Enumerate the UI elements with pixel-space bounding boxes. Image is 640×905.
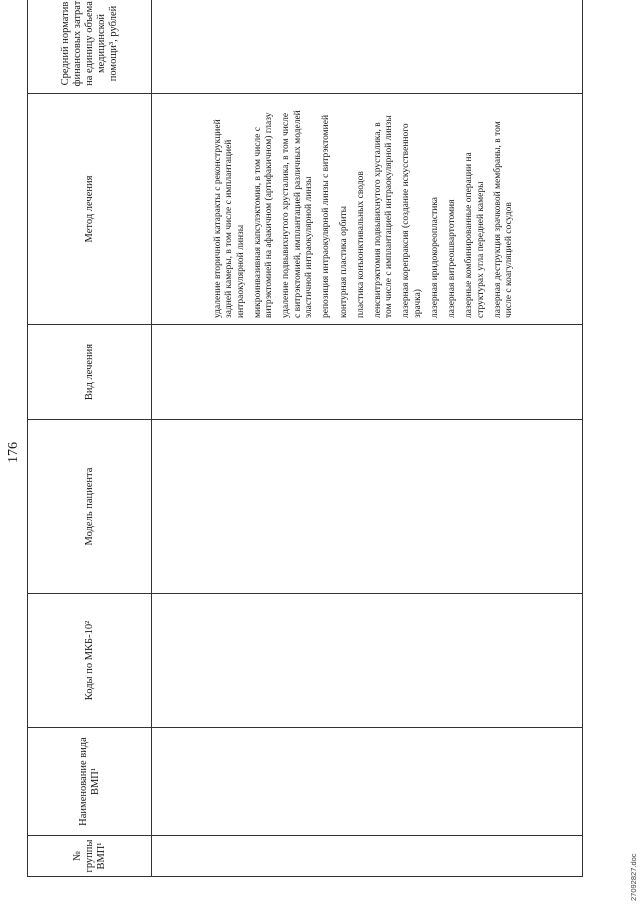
method-item: удаление вторичной катаракты с реконструкцией задней камеры, в том числе с имплантацией интраокулярной линзы (212, 119, 246, 318)
method-item: лазерная иридокореопластика (429, 196, 440, 318)
page-number: 176 (6, 442, 21, 463)
table-header-row (28, 0, 152, 877)
table-body-row (152, 0, 583, 877)
method-list (213, 108, 516, 322)
method-item: удаление подвывихнутого хрусталика, в том числе с витрэктомией, имплантацией различных моделей эластичной интраокулярной линзы (281, 110, 315, 318)
method-item: лазерная деструкция зрачковой мембраны, в том числе с коагуляцией сосудов (492, 121, 515, 318)
method-item: лазерная корепраксия (создание искусственного зрачка) (401, 123, 423, 318)
header-treatment-method: Метод лечения (28, 94, 152, 325)
cell-treatment-method (152, 94, 583, 325)
method-item: контурная пластика орбиты (338, 205, 349, 318)
header-treatment-type: Вид лечения (28, 325, 152, 420)
header-group-number: № группы ВМП¹ (28, 836, 152, 877)
cell-icd-codes (152, 594, 583, 728)
method-item: лазерные комбинированные операции на структурах угла передней камеры (464, 152, 486, 318)
method-item: лазерная витреошвартотомия (447, 199, 458, 318)
method-item: ленсвитрэктомия подвывихнутого хрусталика, в том числе с имплантацией интраокулярной линзы (372, 115, 395, 318)
cell-average-cost (152, 0, 583, 94)
cell-treatment-type (152, 325, 583, 420)
header-vmp-type: Наименование вида ВМП¹ (28, 728, 152, 836)
cell-vmp-type (152, 728, 583, 836)
header-average-cost: Средний норматив финансовых затрат на единицу объема медицинской помощи³, рублей (28, 0, 152, 94)
header-patient-model: Модель пациента (28, 420, 152, 594)
document-id: 27092827.doc (629, 853, 638, 901)
cell-patient-model (152, 420, 583, 594)
method-item: пластика конъюнктивальных сводов (355, 171, 366, 318)
method-item: микроинвазивная капсулэктомия, в том числе с витрэктомией на афакичном (артифакичном) глазу (252, 112, 275, 318)
method-item: репозиция интраокулярной линзы с витрэктомией (321, 114, 332, 318)
treatment-table (27, 0, 583, 877)
cell-group-number (152, 836, 583, 877)
header-icd-codes: Коды по МКБ-10² (28, 594, 152, 728)
